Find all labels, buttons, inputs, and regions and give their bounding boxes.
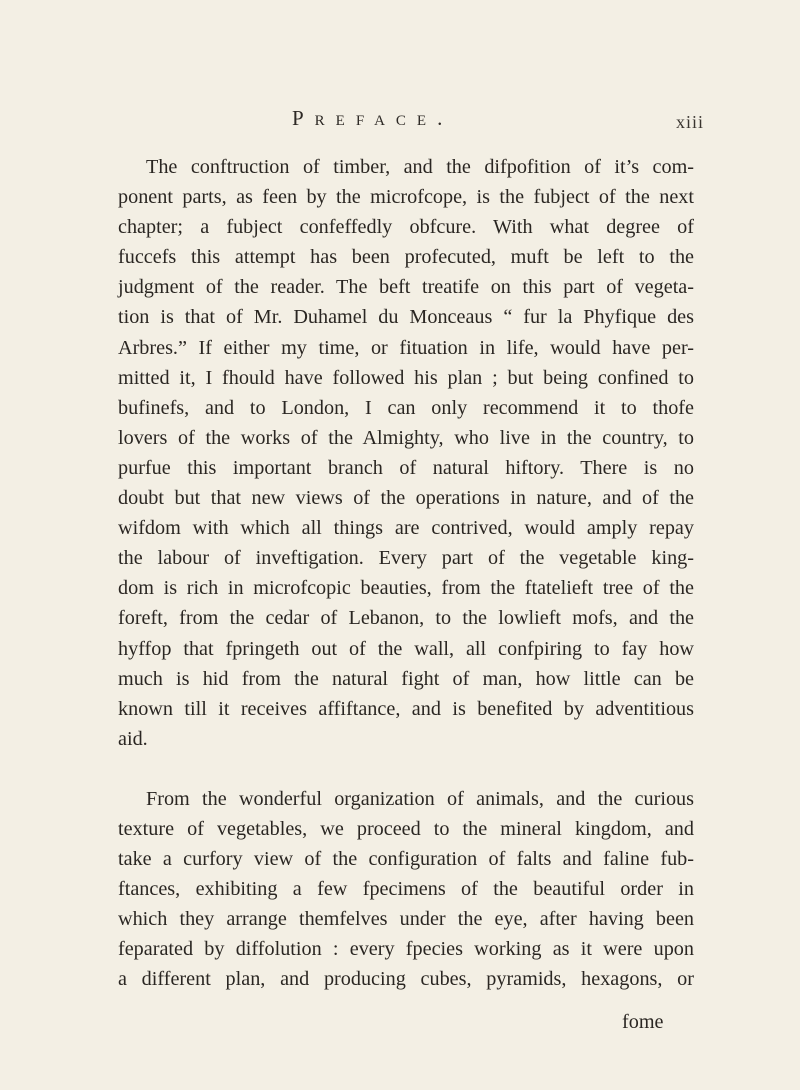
text-line: tion is that of Mr. Duhamel du Monceaus “ fur la Phyfique des (118, 306, 694, 329)
text-line: Arbres.” If either my time, or fituation in life, would have per- (118, 336, 694, 359)
text-line: aid. (118, 727, 148, 750)
text-line: ponent parts, as feen by the microfcope, is the fubject of the next (118, 186, 694, 209)
page-number: xiii (676, 112, 705, 132)
paragraph-1 (118, 152, 694, 754)
text-line: which they arrange themfelves under the eye, after having been (118, 908, 694, 931)
text-line: dom is rich in microfcopic beauties, from the ftatelieft tree of the (118, 577, 694, 600)
text-line: lovers of the works of the Almighty, who live in the country, to (118, 426, 694, 449)
text-line: doubt but that new views of the operations in nature, and of the (118, 487, 694, 510)
text-line: take a curfory view of the configuration of falts and faline fub- (118, 848, 694, 871)
text-line: The conftruction of timber, and the difpofition of it’s com- (146, 156, 694, 178)
text-line: purfue this important branch of natural hiftory. There is no (118, 456, 694, 479)
text-line: bufinefs, and to London, I can only recommend it to thofe (118, 396, 694, 419)
text-line: hyffop that fpringeth out of the wall, all confpiring to fay how (118, 637, 694, 660)
text-line: wifdom with which all things are contrived, would amply repay (118, 517, 694, 540)
paragraph-gap (118, 754, 694, 784)
body-text (118, 152, 694, 995)
text-line: mitted it, I fhould have followed his plan ; but being confined to (118, 366, 694, 389)
text-line: From the wonderful organization of animals, and the curious (146, 787, 694, 810)
text-line: judgment of the reader. The beft treatife on this part of vegeta- (118, 276, 694, 299)
text-line: ftances, exhibiting a few fpecimens of the beautiful order in (118, 878, 694, 901)
text-line: known till it receives affiftance, and is benefited by adventitious (118, 697, 694, 720)
catchword: fome (622, 1011, 664, 1033)
text-line: foreft, from the cedar of Lebanon, to the lowlieft mofs, and the (118, 607, 694, 630)
paragraph-2 (118, 784, 694, 995)
text-line: texture of vegetables, we proceed to the mineral kingdom, and (118, 817, 694, 840)
running-title: Preface. (292, 106, 454, 130)
text-line: fuccefs this attempt has been profecuted, muft be left to the (118, 246, 694, 269)
text-line: chapter; a fubject confeffedly obfcure. With what degree of (118, 216, 694, 239)
running-head (0, 104, 800, 144)
text-line: much is hid from the natural fight of man, how little can be (118, 667, 694, 690)
text-line: feparated by diffolution : every fpecies working as it were upon (118, 938, 694, 961)
text-line: a different plan, and producing cubes, pyramids, hexagons, or (118, 968, 694, 991)
text-line: the labour of inveftigation. Every part of the vegetable king- (118, 547, 694, 570)
